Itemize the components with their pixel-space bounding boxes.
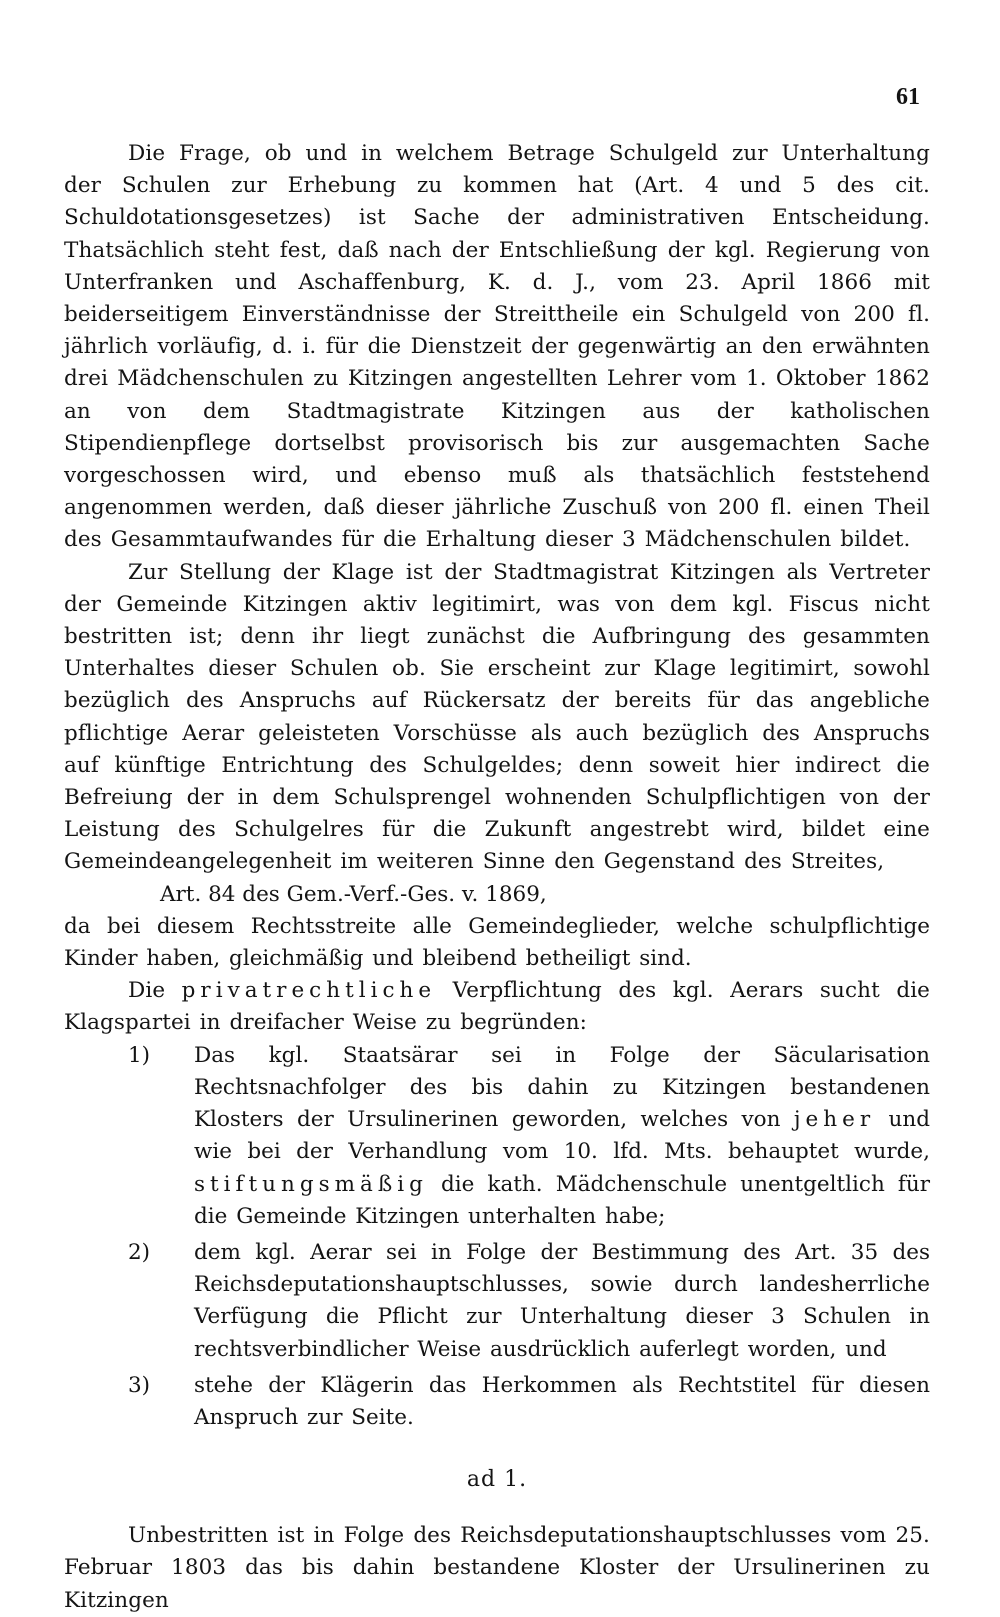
claim-text: die kath. Mädchenschule unentgeltlich für die Gemeinde Kitzingen unterhalten habe; xyxy=(194,1171,930,1229)
paragraph-claim-intro xyxy=(64,975,930,1039)
claim-number: 2) xyxy=(128,1239,151,1265)
body-text xyxy=(64,138,930,1617)
claim-text: stehe der Klägerin das Herkommen als Rechtstitel für diesen Anspruch zur Seite. xyxy=(194,1372,930,1430)
claim-number: 3) xyxy=(128,1372,151,1398)
claim-item-2 xyxy=(64,1237,930,1366)
legal-citation: Art. 84 des Gem.-Verf.-Ges. v. 1869, xyxy=(160,881,547,907)
claim-intro-spaced: privatrechtliche xyxy=(181,978,437,1004)
claim-intro-after: Verpflichtung des kgl. Aerars sucht die Klagspartei in dreifacher Weise zu begründen: xyxy=(64,978,931,1036)
claim-text: und wie bei der Verhandlung vom 10. lfd. Mts. behauptet wurde, xyxy=(194,1107,930,1165)
paragraph-final: Unbestritten ist in Folge des Reichsdeputationshauptschlusses vom 25. Februar 1803 das bis dahin bestandene Kloster der Ursulinerinen zu Kitzingen xyxy=(64,1523,930,1613)
claim-intro-before: Die xyxy=(128,978,182,1004)
claim-item-3 xyxy=(64,1370,930,1434)
claim-text: Das kgl. Staatsärar sei in Folge der Säcularisation Rechtsnachfolger des bis dahin zu Kitzingen bestandenen Klosters der Ursulinerinen geworden, welches von xyxy=(194,1042,930,1133)
claim-item-1 xyxy=(64,1040,930,1233)
paragraph-school-fee: Die Frage, ob und in welchem Betrage Schulgeld zur Unterhaltung der Schulen zur Erhebung zu kommen hat (Art. 4 und 5 des cit. Schuldotationsgesetzes) ist Sache der administrativen Entscheidung. Thatsächlich steht fest, daß nach der Entschließung der kgl. Regierung von Unterfranken und Aschaffenburg, K. d. J., vom 23. April 1866 mit beiderseitigem Einverständnisse der Streittheile ein Schulgeld von 200 fl. jährlich vorläufig, d. i. für die Dienstzeit der gegenwärtig an den erwähnten drei Mädchenschulen zu Kitzingen angestellten Lehrer vom 1. Oktober 1862 an von dem Stadtmagistrate Kitzingen aus der katholischen Stipendienpflege dortselbst provisorisch bis zur ausgemachten Sache vorgeschossen wird, und ebenso muß als thatsächlich feststehend angenommen werden, daß dieser jährliche Zuschuß von 200 fl. einen Theil des Gesammtaufwandes für die Erhaltung dieser 3 Mädchenschulen bildet. xyxy=(64,141,930,553)
claim-number: 1) xyxy=(128,1042,151,1068)
claim-spaced: stiftungsmäßig xyxy=(194,1171,428,1197)
section-heading: ad 1. xyxy=(466,1467,528,1493)
page-number: 61 xyxy=(896,84,920,110)
claim-text: dem kgl. Aerar sei in Folge der Bestimmung des Art. 35 des Reichsdeputationshauptschlusses, sowie durch landesherrliche Verfügung die Pflicht zur Unterhaltung dieser 3 Schulen in rechtsverbindlicher Weise ausdrücklich auferlegt worden, und xyxy=(194,1239,930,1362)
paragraph-legitimation: Zur Stellung der Klage ist der Stadtmagistrat Kitzingen als Vertreter der Gemeinde Kitzingen aktiv legitimirt, was von dem kgl. Fiscus nicht bestritten ist; denn ihr liegt zunächst die Aufbringung des gesammten Unterhaltes dieser Schulen ob. Sie erscheint zur Klage legitimirt, sowohl bezüglich des Anspruchs auf Rückersatz der bereits für das angebliche pflichtige Aerar geleisteten Vorschüsse als auch bezüglich des Anspruchs auf künftige Entrichtung des Schulgeldes; denn soweit hier indirect die Befreiung der in dem Schulsprengel wohnenden Schulpflichtigen von der Leistung des Schulgelres für die Zukunft angestrebt wird, bildet eine Gemeindeangelegenheit im weiteren Sinne den Gegenstand des Streites, xyxy=(64,559,930,875)
paragraph-continuation: da bei diesem Rechtsstreite alle Gemeindeglieder, welche schulpflichtige Kinder haben, gleichmäßig und bleibend betheiligt sind. xyxy=(64,913,930,972)
claim-spaced: jeher xyxy=(793,1107,876,1133)
